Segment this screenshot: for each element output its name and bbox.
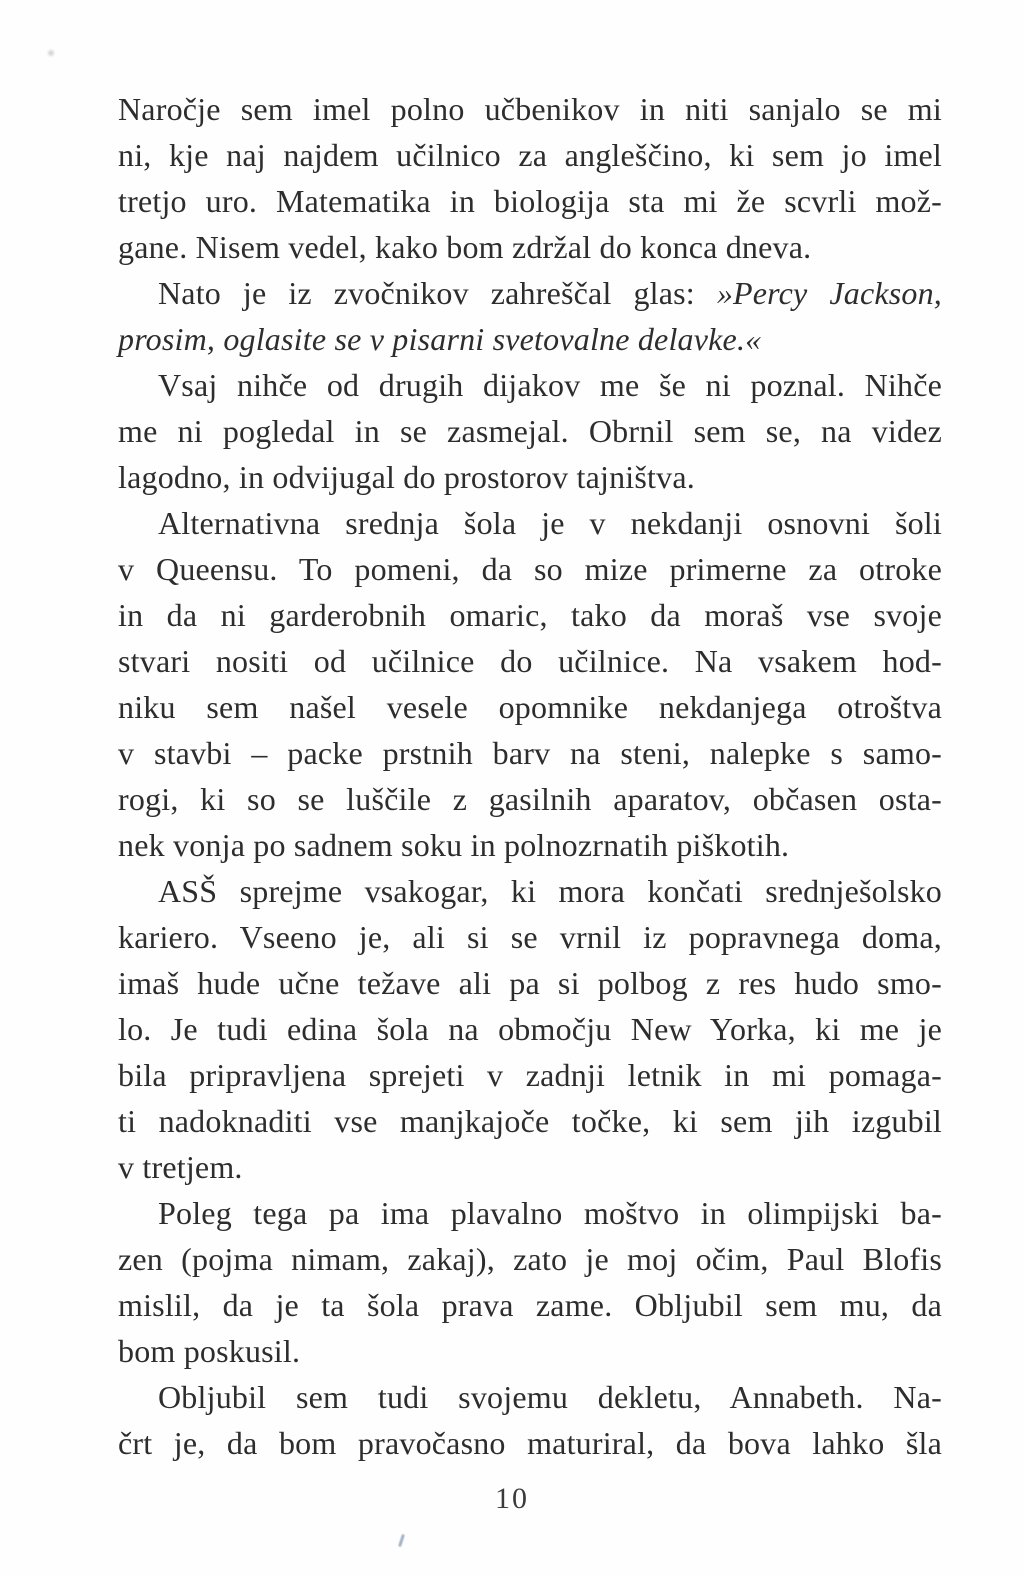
text-line — [118, 822, 942, 868]
text-line — [118, 592, 942, 638]
body-text: črt je, da bom pravočasno maturiral, da bova lahko šla — [118, 1425, 942, 1461]
scan-artifact — [398, 1534, 405, 1547]
text-line — [118, 914, 942, 960]
body-text: Poleg tega pa ima plavalno moštvo in olimpijski ba- — [158, 1195, 942, 1231]
text-line — [118, 132, 942, 178]
body-text: ni, kje naj najdem učilnico za angleščino, ki sem jo imel — [118, 137, 942, 173]
text-line — [118, 1374, 942, 1420]
body-text: v Queensu. To pomeni, da so mize primerne za otroke — [118, 551, 942, 587]
italic-text: »Percy Jackson, — [716, 275, 943, 311]
body-text: zen (pojma nimam, zakaj), zato je moj očim, Paul Blofis — [118, 1241, 942, 1277]
text-line — [118, 224, 942, 270]
text-line — [118, 638, 942, 684]
body-text: Obljubil sem tudi svojemu dekletu, Annabeth. Na- — [158, 1379, 942, 1415]
body-text: bom poskusil. — [118, 1333, 301, 1369]
body-text: niku sem našel vesele opomnike nekdanjega otroštva — [118, 689, 942, 725]
text-line — [118, 730, 942, 776]
text-line — [118, 684, 942, 730]
text-line — [118, 1144, 942, 1190]
body-text: imaš hude učne težave ali pa si polbog z res hudo smo- — [118, 965, 942, 1001]
text-line — [118, 1098, 942, 1144]
body-text: gane. Nisem vedel, kako bom zdržal do konca dneva. — [118, 229, 812, 265]
text-line — [118, 270, 942, 316]
body-text: me ni pogledal in se zasmejal. Obrnil sem se, na videz — [118, 413, 942, 449]
body-text: nek vonja po sadnem soku in polnozrnatih piškotih. — [118, 827, 790, 863]
page-text — [118, 86, 942, 1466]
body-text: rogi, ki so se luščile z gasilnih aparatov, občasen osta- — [118, 781, 942, 817]
body-text: Vsaj nihče od drugih dijakov me še ni poznal. Nihče — [158, 367, 942, 403]
text-line — [118, 546, 942, 592]
body-text: ASŠ sprejme vsakogar, ki mora končati srednješolsko — [158, 873, 942, 909]
text-line — [118, 454, 942, 500]
body-text: ti nadoknaditi vse manjkajoče točke, ki sem jih izgubil — [118, 1103, 942, 1139]
text-line — [118, 868, 942, 914]
text-line — [118, 1052, 942, 1098]
body-text: kariero. Vseeno je, ali si se vrnil iz popravnega doma, — [118, 919, 942, 955]
body-text: v stavbi – packe prstnih barv na steni, nalepke s samo- — [118, 735, 942, 771]
text-line — [118, 316, 942, 362]
body-text: Naročje sem imel polno učbenikov in niti sanjalo se mi — [118, 91, 942, 127]
text-line — [118, 362, 942, 408]
body-text: in da ni garderobnih omaric, tako da moraš vse svoje — [118, 597, 942, 633]
text-line — [118, 960, 942, 1006]
body-text: Nato je iz zvočnikov zahreščal glas: — [158, 275, 717, 311]
body-text: lagodno, in odvijugal do prostorov tajništva. — [118, 459, 695, 495]
text-line — [118, 178, 942, 224]
text-line — [118, 500, 942, 546]
text-line — [118, 1328, 942, 1374]
body-text: stvari nositi od učilnice do učilnice. Na vsakem hod- — [118, 643, 942, 679]
body-text: lo. Je tudi edina šola na območju New Yorka, ki me je — [118, 1011, 942, 1047]
text-line — [118, 1006, 942, 1052]
italic-text: prosim, oglasite se v pisarni svetovalne delavke.« — [118, 321, 762, 357]
body-text: bila pripravljena sprejeti v zadnji letnik in mi pomaga- — [118, 1057, 942, 1093]
text-line — [118, 1190, 942, 1236]
text-line — [118, 1282, 942, 1328]
scan-artifact — [48, 50, 54, 56]
body-text: tretjo uro. Matematika in biologija sta mi že scvrli mož- — [118, 183, 942, 219]
text-line — [118, 1236, 942, 1282]
body-text: Alternativna srednja šola je v nekdanji osnovni šoli — [158, 505, 942, 541]
text-line — [118, 1420, 942, 1466]
body-text: v tretjem. — [118, 1149, 243, 1185]
text-line — [118, 86, 942, 132]
page-number: 10 — [495, 1482, 529, 1515]
text-line — [118, 408, 942, 454]
body-text: mislil, da je ta šola prava zame. Obljubil sem mu, da — [118, 1287, 942, 1323]
text-line — [118, 776, 942, 822]
